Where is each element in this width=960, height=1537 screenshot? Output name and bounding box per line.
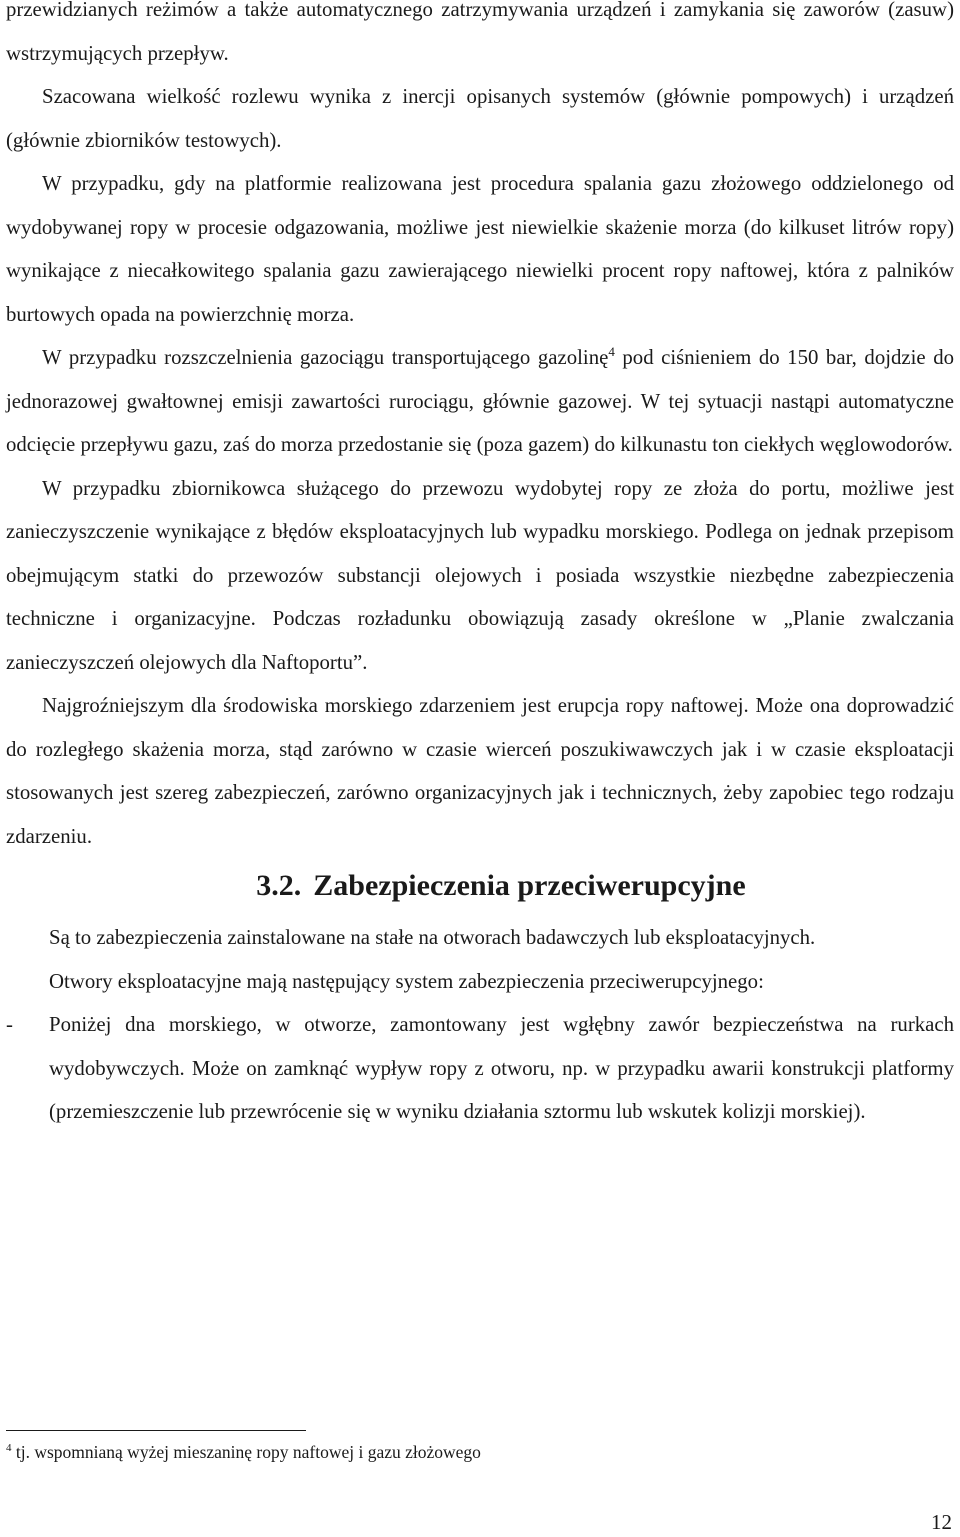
page-body [6,0,954,1134]
paragraph-system-intro: Otwory eksploatacyjne mają następujący system zabezpieczenia przeciwerupcyjnego: [49,969,764,993]
section-number: 3.2. [256,869,302,902]
footnote-reference: 4 [608,344,615,360]
footnote-text: tj. wspomnianą wyżej mieszaninę ropy naftowej i gazu złożowego [11,1442,481,1462]
section-title: Zabezpieczenia przeciwerupcyjne [313,869,746,902]
paragraph-eruption: Najgroźniejszym dla środowiska morskiego zdarzeniem jest erupcja ropy naftowej. Może ona doprowadzić do rozległego skażenia morza, stąd zarówno w czasie wierceń poszukiwawczych jak i w czasie eksploatacji stosowanych jest szereg zabezpieczeń, zarówno organizacyjnych jak i technicznych, żeby zapobiec tego rodzaju zdarzeniu. [6,694,954,848]
footnote-separator [6,1430,306,1431]
paragraph-pipeline-leak-text-a: W przypadku rozszczelnienia gazociągu transportującego gazolinę [42,346,609,369]
footnote [6,1437,481,1467]
footnote-marker: 4 [6,1442,12,1455]
paragraph-tanker: W przypadku zbiornikowca służącego do przewozu wydobytej ropy ze złoża do portu, możliwe jest zanieczyszczenie wynikające z błędów eksploatacyjnych lub wypadku morskiego. Podlega on jednak przepisom obejmującym statki do przewozów substancji olejowych i posiada wszystkie niezbędne zabezpieczenia techniczne i organizacyjne. Podczas rozładunku obowiązują zasady określone w „Planie zwalczania zanieczyszczeń olejowych dla Naftoportu”. [6,476,954,674]
paragraph-pipeline-leak [6,336,954,467]
paragraph-permanent-safeguards: Są to zabezpieczenia zainstalowane na stałe na otworach badawczych lub eksploatacyjnych. [49,926,816,949]
list-bullet: - [6,1013,13,1036]
page-number: 12 [931,1510,952,1534]
paragraph-continued: przewidzianych reżimów a także automatycznego zatrzymywania urządzeń i zamykania się zaworów (zasuw) wstrzymujących przepływ. [6,0,954,65]
list-item-text: Poniżej dna morskiego, w otworze, zamontowany jest wgłębny zawór bezpieczeństwa na rurkach wydobywczych. Może on zamknąć wypływ ropy z otworu, np. w przypadku awarii konstrukcji platformy (przemieszczenie lub przewrócenie się w wyniku działania sztormu lub wskutek kolizji morskiej). [49,1013,954,1123]
list-item [6,1003,954,1134]
paragraph-spill-estimate: Szacowana wielkość rozlewu wynika z inercji opisanych systemów (głównie pompowych) i urządzeń (głównie zbiorników testowych). [6,85,954,152]
paragraph-pipeline-leak-text-b: pod ciśnieniem do 150 bar, dojdzie do jednorazowej gwałtownej emisji zawartości rurociągu, głównie gazowej. W tej sytuacji nastąpi automatyczne odcięcie przepływu gazu, zaś do morza przedostanie się (poza gazem) do kilkunastu ton ciekłych węglowodorów. [6,346,954,456]
paragraph-gas-flaring: W przypadku, gdy na platformie realizowana jest procedura spalania gazu złożowego oddzielonego od wydobywanej ropy w procesie odgazowania, możliwe jest niewielkie skażenie morza (do kilkuset litrów ropy) wynikające z niecałkowitego spalania gazu zawierającego niewielki procent ropy naftowej, która z palników burtowych opada na powierzchnię morza. [6,172,954,326]
section-heading [6,858,954,916]
